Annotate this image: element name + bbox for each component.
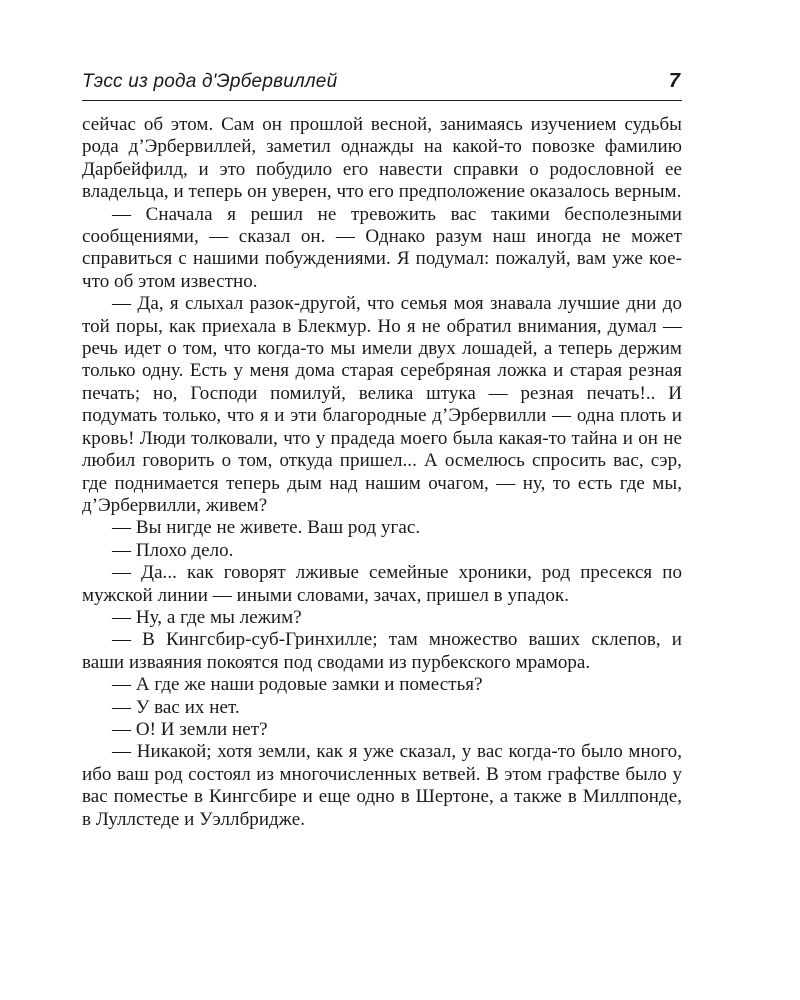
paragraph: — Никакой; хотя земли, как я уже сказал, у вас когда-то было много, ибо ваш род состоял из многочисленных ветвей. В этом графстве было у вас поместье в Кингсбире и еще одно в Шертоне, а также в Миллпонде, в Луллстеде и Уэллбридже.	[82, 741, 682, 830]
paragraph: — Сначала я решил не тревожить вас такими бесполезными сообщениями, — сказал он. — Однако разум наш иногда не может справиться с нашими побуждениями. Я подумал: пожалуй, вам уже кое-что об этом известно.	[82, 203, 682, 292]
running-head	[82, 70, 682, 101]
paragraph: — Вы нигде не живете. Ваш род угас.	[112, 517, 421, 539]
paragraph: — Плохо дело.	[112, 539, 234, 561]
paragraph: — У вас их нет.	[112, 696, 240, 718]
body-text	[82, 114, 682, 831]
page-number: 7	[668, 70, 680, 92]
book-title: Тэсс из рода д'Эрбервиллей	[82, 71, 338, 92]
paragraph: — А где же наши родовые замки и поместья?	[112, 674, 483, 696]
paragraph: — Да, я слыхал разок-другой, что семья моя знавала лучшие дни до той поры, как приехала в Блекмур. Но я не обратил внимания, думал — речь идет о том, что когда-то мы имели двух лошадей, а теперь держим только одну. Есть у меня дома старая серебряная ложка и старая резная печать; но, Господи помилуй, велика штука — резная печать!.. И подумать только, что я и эти благородные д’Эрбервилли — одна плоть и кровь! Люди толковали, что у прадеда моего была какая-то тайна и он не любил говорить о том, откуда пришел... А осмелюсь спросить вас, сэр, где поднимается теперь дым над нашим очагом, — ну, то есть где мы, д’Эрбервилли, живем?	[82, 293, 682, 516]
paragraph: — Ну, а где мы лежим?	[112, 606, 302, 628]
paragraph: — Да... как говорят лживые семейные хроники, род пресекся по мужской линии — иными словами, зачах, пришел в упадок.	[82, 562, 682, 606]
paragraph: — О! И земли нет?	[112, 718, 268, 740]
paragraph: сейчас об этом. Сам он прошлой весной, занимаясь изучением судьбы рода д’Эрбервиллей, заметил однажды на какой-то повозке фамилию Дарбейфилд, и это побудило его навести справки о родословной ее владельца, и теперь он уверен, что его предположение оказалось верным.	[82, 114, 682, 203]
paragraph: — В Кингсбир-суб-Гринхилле; там множество ваших склепов, и ваши изваяния покоятся под сводами из пурбекского мрамора.	[82, 629, 682, 673]
